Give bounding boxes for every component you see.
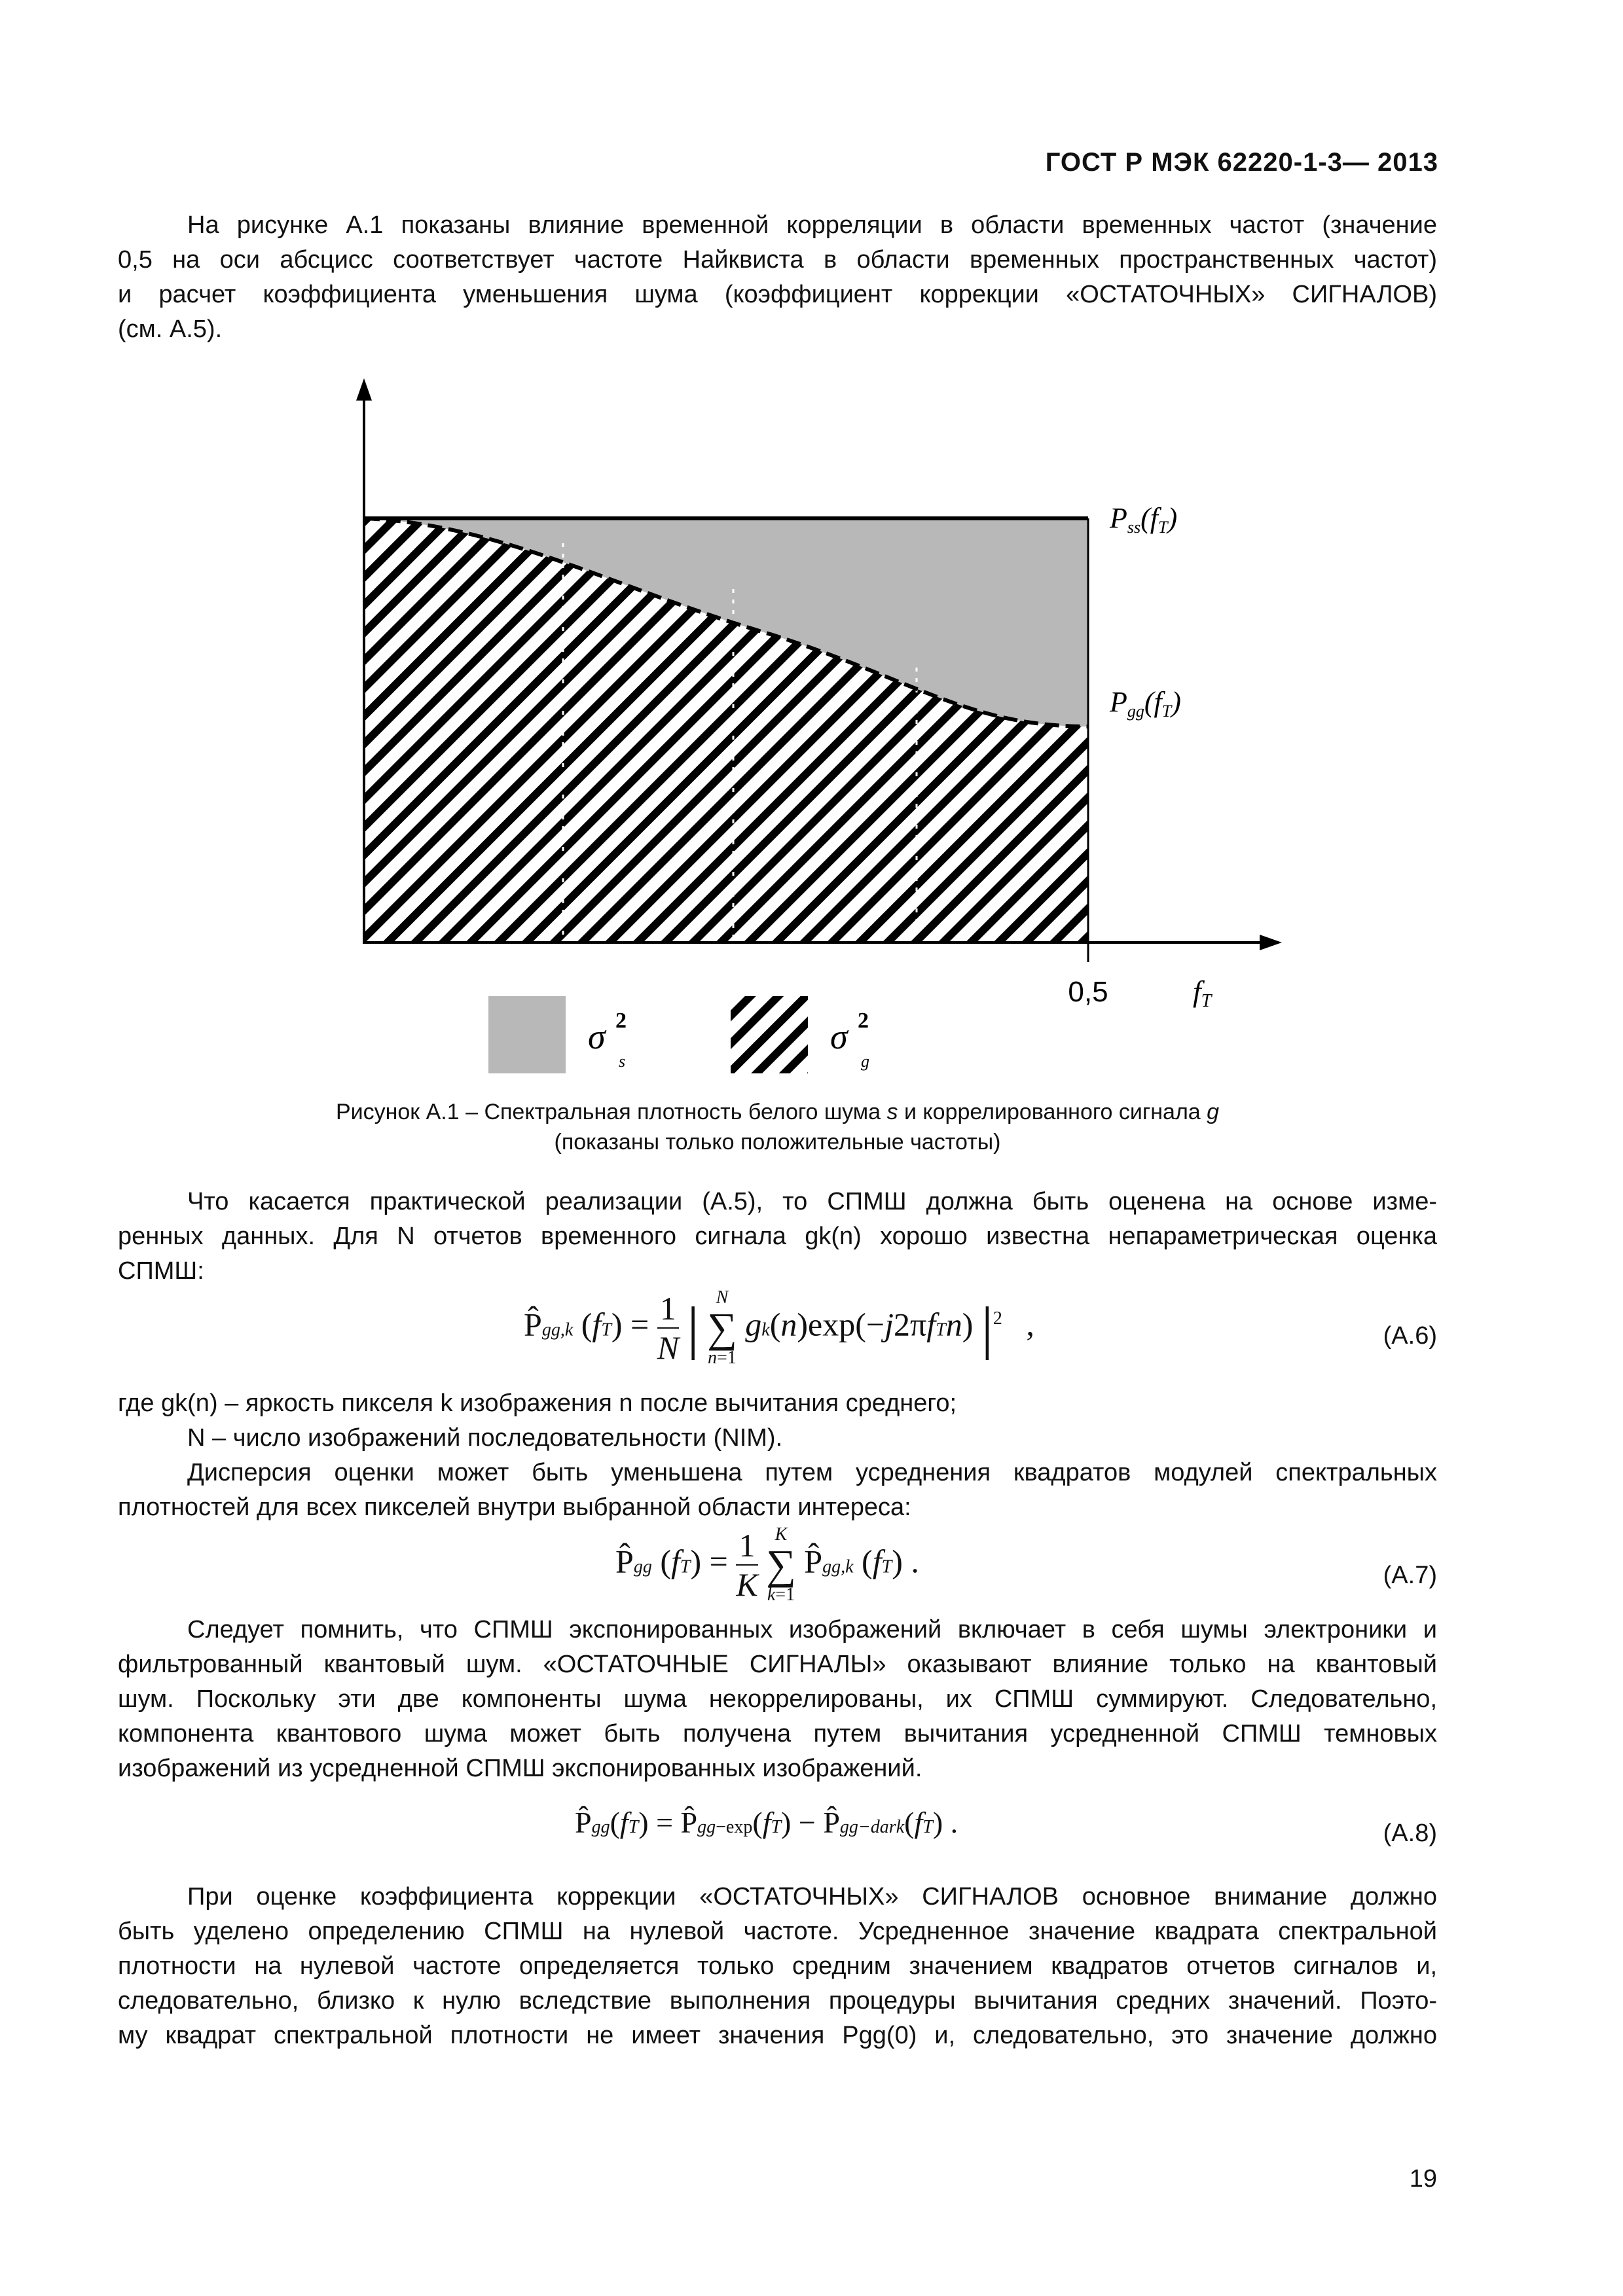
pss-label: Pss(fT) xyxy=(1110,502,1178,537)
x-axis-arrow-icon xyxy=(1260,935,1282,950)
paragraph-zero-frequency xyxy=(118,1880,1437,2053)
paragraph-implementation xyxy=(118,1185,1437,1289)
x-tick-label: 0,5 xyxy=(1068,976,1108,1008)
paragraph-dispersion xyxy=(118,1456,1437,1525)
text-line: СПМШ: xyxy=(118,1257,204,1285)
caption-line-1: Рисунок А.1 – Спектральная плотность белого шума s и коррелированного сигнала g xyxy=(335,1100,1220,1124)
text-line: N – число изображений последовательности (NIM). xyxy=(187,1424,783,1452)
text-line: где gk(n) – яркость пикселя k изображения n после вычитания среднего; xyxy=(118,1390,957,1417)
legend-sigma-s-sub: s xyxy=(619,1052,626,1071)
equation-number-a7: (А.7) xyxy=(1383,1562,1437,1589)
document-header: ГОСТ Р МЭК 62220-1-3— 2013 xyxy=(1045,148,1438,177)
legend-gray-swatch xyxy=(488,996,566,1073)
legend-sigma-g: σ xyxy=(830,1017,848,1056)
legend-sigma-g-sup: 2 xyxy=(858,1009,869,1033)
text-line: (см. А.5). xyxy=(118,315,223,343)
equation-a7: P̂gg (fT) = $\frac{1}{K}$ K ∑ k=1 P̂gg,k (fT) . xyxy=(615,1524,919,1605)
spectral-density-diagram xyxy=(340,373,1296,1093)
equation-a6: P̂gg,k (fT) = $\frac{1}{N}$ | N ∑ n=1 gk(n)exp(−j2πfTn) $|^2$ , xyxy=(524,1287,1034,1368)
text-line: При оценке коэффициента коррекции «ОСТАТОЧНЫХ» СИГНАЛОВ основное внимание должно xyxy=(187,1883,1437,1910)
text-line: Что касается практической реализации (А.5), то СПМШ должна быть оценена на основе изме- xyxy=(187,1188,1437,1215)
legend-sigma-g-sub: g xyxy=(861,1052,869,1071)
x-axis-label: fT xyxy=(1193,975,1212,1011)
equation-number-a6: (А.6) xyxy=(1383,1322,1437,1350)
text-line: фильтрованный квантовый шум. «ОСТАТОЧНЫЕ СИГНАЛЫ» оказывают влияние только на квантовый xyxy=(118,1651,1437,1678)
text-line: ренных данных. Для N отчетов временного сигнала gk(n) хорошо известна непараметрическая оценка xyxy=(118,1223,1437,1250)
text-line: му квадрат спектральной плотности не имеет значения Pgg(0) и, следовательно, это значение должно xyxy=(118,2022,1437,2049)
figure-a1 xyxy=(340,373,1296,1096)
text-line: шум. Поскольку эти две компоненты шума некоррелированы, их СПМШ суммируют. Следовательно, xyxy=(118,1685,1437,1713)
y-axis-arrow-icon xyxy=(356,378,372,401)
pgg-label: Pgg(fT) xyxy=(1110,686,1181,721)
legend-hatch-swatch xyxy=(731,996,808,1073)
equation-a8: P̂gg(fT) = P̂gg−exp(fT) − P̂gg−dark(fT) . xyxy=(575,1806,958,1839)
text-line: изображений из усредненной СПМШ экспонированных изображений. xyxy=(118,1755,922,1782)
paragraph-where xyxy=(118,1386,1437,1456)
text-line: Дисперсия оценки может быть уменьшена путем усреднения квадратов модулей спектральных xyxy=(187,1459,1437,1486)
text-line: и расчет коэффициента уменьшения шума (коэффициент коррекции «ОСТАТОЧНЫХ» СИГНАЛОВ) xyxy=(118,281,1437,308)
text-line: следовательно, близко к нулю вследствие выполнения процедуры вычитания средних значений. Поэто- xyxy=(118,1987,1437,2015)
text-line: 0,5 на оси абсцисс соответствует частоте Найквиста в области временных пространственных частот) xyxy=(118,246,1437,274)
legend-sigma-s: σ xyxy=(588,1017,606,1056)
text-line: На рисунке А.1 показаны влияние временной корреляции в области временных частот (значение xyxy=(187,211,1437,239)
caption-line-2: (показаны только положительные частоты) xyxy=(554,1130,1001,1155)
equation-number-a8: (А.8) xyxy=(1383,1820,1437,1847)
intro-paragraph xyxy=(118,208,1437,347)
text-line: Следует помнить, что СПМШ экспонированных изображений включает в себя шумы электроники и xyxy=(187,1616,1437,1643)
text-line: компонента квантового шума может быть получена путем вычитания усредненной СПМШ темновых xyxy=(118,1720,1437,1748)
text-line: плотности на нулевой частоте определяется только средним значением квадратов отчетов сигналов и, xyxy=(118,1952,1437,1980)
text-line: плотностей для всех пикселей внутри выбранной области интереса: xyxy=(118,1494,911,1521)
text-line: быть уделено определению СПМШ на нулевой частоте. Усредненное значение квадрата спектральной xyxy=(118,1918,1437,1945)
page-number: 19 xyxy=(1409,2165,1437,2193)
paragraph-exposed-nps xyxy=(118,1613,1437,1786)
legend-sigma-s-sup: 2 xyxy=(615,1009,627,1033)
figure-caption xyxy=(118,1097,1437,1157)
